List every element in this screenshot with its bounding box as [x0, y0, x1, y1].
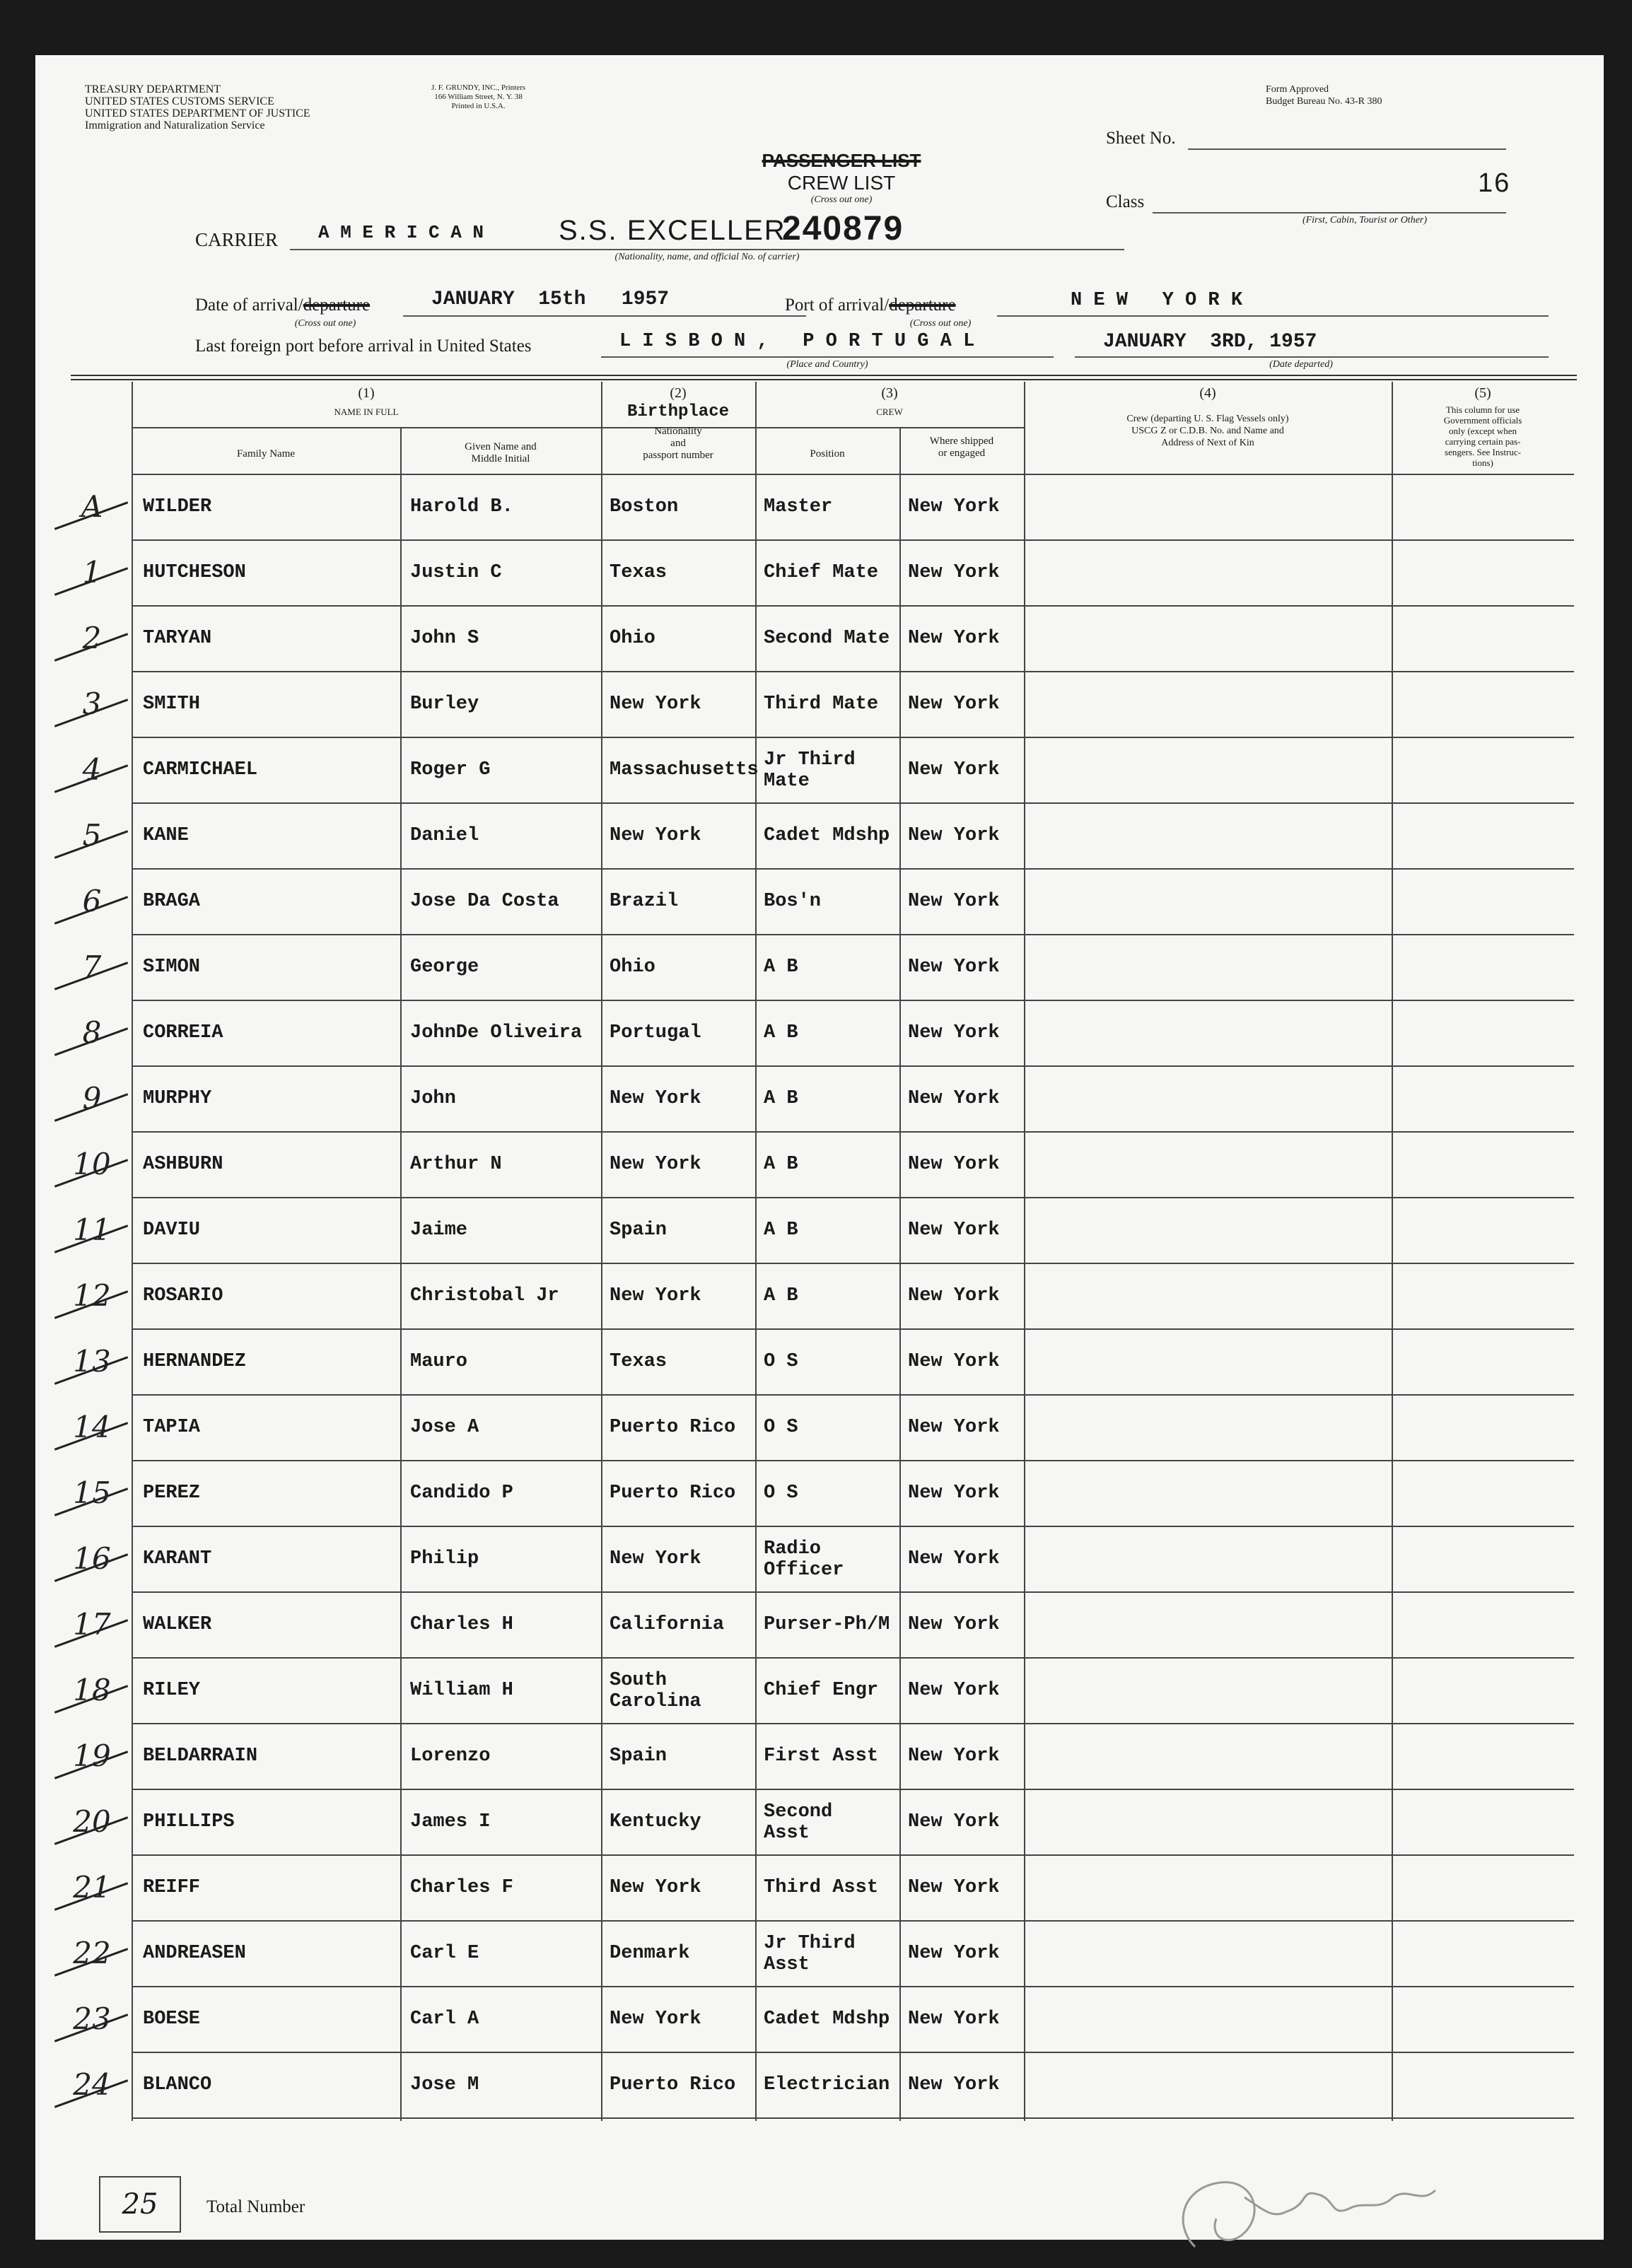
shipped-cell: New York — [908, 1088, 1000, 1109]
shipped-cell: New York — [908, 1022, 1000, 1044]
table-row — [82, 671, 1574, 737]
position-cell: Cadet Mdshp — [764, 825, 890, 846]
position-cell: A B — [764, 1022, 798, 1044]
table-row — [82, 539, 1574, 605]
shipped-cell: New York — [908, 1943, 1000, 1964]
position-cell: A B — [764, 1088, 798, 1109]
shipped-cell: New York — [908, 2074, 1000, 2095]
header-sub-rule — [132, 427, 1024, 428]
given-name-cell: John S — [410, 628, 479, 649]
col1-title: NAME IN FULL — [334, 407, 399, 417]
crew-table — [73, 382, 1574, 2121]
shipped-cell: New York — [908, 1483, 1000, 1504]
table-row — [73, 1263, 1574, 1328]
given-name-cell: Carl E — [410, 1943, 479, 1964]
table-row — [82, 737, 1574, 802]
family-name-cell: TAPIA — [143, 1417, 201, 1438]
given-name-cell: James I — [410, 1811, 491, 1832]
birthplace-cell: Massachusetts — [610, 759, 759, 781]
port-label: Port of arrival/ — [785, 296, 890, 315]
carrier-name: S.S. EXCELLER — [559, 215, 786, 246]
position-cell: Second Mate — [764, 628, 890, 649]
position-cell: Jr Third Asst — [764, 1933, 856, 1975]
family-name-cell: BOESE — [143, 2009, 201, 2030]
row-number: 14 — [73, 1410, 111, 1444]
family-name-cell: TARYAN — [143, 628, 212, 649]
signature-scribble — [1167, 2169, 1464, 2268]
row-number: 13 — [73, 1344, 111, 1379]
class-hint: (First, Cabin, Tourist or Other) — [1302, 215, 1428, 226]
sheet-line — [1188, 148, 1506, 150]
position-cell: O S — [764, 1351, 798, 1372]
row-number: 6 — [82, 884, 102, 918]
printer-imprint: J. F. GRUNDY, INC., Printers 166 William Street, N. Y. 38 Printed in U.S.A. — [431, 83, 526, 110]
birthplace-cell: Texas — [610, 562, 668, 583]
birthplace-cell: New York — [610, 694, 701, 715]
given-name-cell: Harold B. — [410, 496, 513, 518]
passenger-list-struck: PASSENGER LIST — [762, 150, 921, 171]
row-number: 12 — [73, 1278, 111, 1313]
birthplace-cell: Ohio — [610, 957, 655, 978]
shipped-cell: New York — [908, 496, 1000, 518]
col5-title: This column for use Government officials only (except when carrying certain pas- sengers. See Instruc- tions) — [1443, 404, 1522, 468]
row-number: 20 — [73, 1804, 111, 1839]
shipped-cell: New York — [908, 562, 1000, 583]
col4-title: Crew (departing U. S. Flag Vessels only) USCG Z or C.D.B. No. and Name and Address of Next of Kin — [1126, 414, 1289, 448]
crew-list-title: CREW LIST — [787, 172, 896, 194]
birthplace-cell: Ohio — [610, 628, 655, 649]
row-number: 22 — [73, 1936, 111, 1970]
position-cell: Radio Officer — [764, 1538, 844, 1581]
table-row — [73, 1328, 1574, 1394]
col2-title: Nationality and passport number — [643, 426, 713, 461]
arrival-date-line — [403, 315, 806, 317]
birthplace-cell: South Carolina — [610, 1670, 701, 1712]
agency-block: TREASURY DEPARTMENT UNITED STATES CUSTOMS SERVICE UNITED STATES DEPARTMENT OF JUSTICE Immigration and Naturalization Service — [85, 83, 310, 131]
family-name-cell: WALKER — [143, 1614, 212, 1635]
birthplace-cell: Spain — [610, 1220, 668, 1241]
given-name-cell: JohnDe Oliveira — [410, 1022, 583, 1044]
table-row — [73, 1854, 1574, 1920]
arrival-departure-struck: departure — [303, 296, 371, 315]
given-name-cell: Lorenzo — [410, 1746, 491, 1767]
shipped-cell: New York — [908, 1351, 1000, 1372]
shipped-cell: New York — [908, 1285, 1000, 1307]
col2-birthplace: Birthplace — [626, 402, 730, 421]
shipped-cell: New York — [908, 759, 1000, 781]
table-row — [81, 474, 1574, 539]
given-name-cell: Jose Da Costa — [410, 891, 559, 912]
birthplace-cell: Boston — [610, 496, 679, 518]
given-name-cell: Jose A — [410, 1417, 479, 1438]
col1b-given-name: Given Name and Middle Initial — [465, 441, 537, 464]
row-number: 16 — [73, 1541, 111, 1576]
family-name-cell: BRAGA — [143, 891, 201, 912]
table-row — [73, 1920, 1574, 1986]
col2-number: (2) — [670, 385, 687, 401]
port-line — [997, 315, 1549, 317]
shipped-cell: New York — [908, 694, 1000, 715]
shipped-cell: New York — [908, 957, 1000, 978]
last-port-label: Last foreign port before arrival in United States — [195, 337, 532, 356]
birthplace-cell: New York — [610, 825, 701, 846]
col1-number: (1) — [358, 385, 375, 401]
given-name-cell: Burley — [410, 694, 479, 715]
given-name-cell: John — [410, 1088, 456, 1109]
given-name-cell: Candido P — [410, 1483, 513, 1504]
crew-list-sheet — [35, 55, 1604, 2262]
given-name-cell: Carl A — [410, 2009, 479, 2030]
birthplace-cell: Denmark — [610, 1943, 690, 1964]
position-cell: A B — [764, 957, 798, 978]
top-rule-1 — [71, 375, 1577, 376]
col4-number: (4) — [1199, 385, 1216, 401]
family-name-cell: DAVIU — [143, 1220, 201, 1241]
port-departure-struck: departure — [889, 296, 956, 315]
row-number: 9 — [82, 1081, 102, 1116]
given-name-cell: Mauro — [410, 1351, 468, 1372]
table-row — [82, 802, 1574, 868]
col3a-position: Position — [810, 448, 845, 460]
shipped-cell: New York — [908, 1220, 1000, 1241]
position-cell: A B — [764, 1285, 798, 1307]
arrival-date-hint: (Cross out one) — [294, 318, 356, 329]
birthplace-cell: Puerto Rico — [610, 2074, 736, 2095]
carrier-label: CARRIER — [195, 229, 279, 250]
position-cell: Cadet Mdshp — [764, 2009, 890, 2030]
given-name-cell: Jose M — [410, 2074, 479, 2095]
position-cell: Bos'n — [764, 891, 822, 912]
birthplace-cell: New York — [610, 1154, 701, 1175]
row-number: 4 — [82, 752, 102, 787]
form-number: I-418 (1-1-57) — [198, 2252, 247, 2262]
row-number: 8 — [82, 1015, 102, 1050]
family-name-cell: SIMON — [143, 957, 201, 978]
shipped-cell: New York — [908, 1746, 1000, 1767]
position-cell: First Asst — [764, 1746, 879, 1767]
date-departed-hint: (Date departed) — [1269, 359, 1333, 370]
given-name-cell: George — [410, 957, 479, 978]
row-number: 10 — [73, 1147, 111, 1181]
col1a-family-name: Family Name — [236, 448, 296, 460]
date-departed-line — [1075, 356, 1549, 358]
birthplace-cell: New York — [610, 1285, 701, 1307]
family-name-cell: ANDREASEN — [143, 1943, 246, 1964]
row-number: 2 — [82, 621, 102, 655]
position-cell: Second Asst — [764, 1801, 833, 1844]
date-departed-value: JANUARY 3RD, 1957 — [1103, 331, 1317, 353]
total-number-label: Total Number — [206, 2197, 305, 2216]
family-name-cell: CARMICHAEL — [143, 759, 258, 781]
class-line — [1153, 212, 1506, 214]
row-number: 3 — [82, 686, 102, 721]
carrier-line — [290, 249, 1124, 250]
family-name-cell: REIFF — [143, 1877, 201, 1898]
family-name-cell: PHILLIPS — [143, 1811, 235, 1832]
birthplace-cell: Brazil — [610, 891, 679, 912]
table-row — [73, 1657, 1574, 1723]
col3-title: CREW — [876, 407, 903, 417]
carrier-nationality: A M E R I C A N — [318, 222, 484, 243]
birthplace-cell: New York — [610, 1548, 701, 1570]
row-number: 5 — [82, 818, 102, 853]
table-row — [73, 1526, 1574, 1591]
row-number: 11 — [73, 1212, 111, 1247]
birthplace-cell: Kentucky — [610, 1811, 701, 1832]
birthplace-cell: California — [610, 1614, 725, 1635]
family-name-cell: KANE — [143, 825, 189, 846]
table-row — [73, 1789, 1574, 1854]
given-name-cell: Arthur N — [410, 1154, 502, 1175]
family-name-cell: KARANT — [143, 1548, 212, 1570]
shipped-cell: New York — [908, 1614, 1000, 1635]
row-number: 24 — [73, 2067, 111, 2102]
col3-number: (3) — [881, 385, 898, 401]
family-name-cell: HUTCHESON — [143, 562, 246, 583]
given-name-cell: Daniel — [410, 825, 479, 846]
row-rule — [132, 2117, 1574, 2119]
position-cell: A B — [764, 1154, 798, 1175]
family-name-cell: BELDARRAIN — [143, 1746, 258, 1767]
family-name-cell: RILEY — [143, 1680, 201, 1701]
position-cell: O S — [764, 1483, 798, 1504]
table-row — [73, 1723, 1574, 1789]
shipped-cell: New York — [908, 1548, 1000, 1570]
shipped-cell: New York — [908, 1877, 1000, 1898]
position-cell: Master — [764, 496, 833, 518]
shipped-cell: New York — [908, 1154, 1000, 1175]
class-label: Class — [1106, 192, 1145, 211]
table-row — [73, 1591, 1574, 1657]
table-row — [73, 1394, 1574, 1460]
sheet-label: Sheet No. — [1106, 129, 1176, 148]
port-row — [785, 296, 956, 315]
family-name-cell: SMITH — [143, 694, 201, 715]
table-row — [82, 605, 1574, 671]
shipped-cell: New York — [908, 1417, 1000, 1438]
total-number-box: 25 — [99, 2176, 181, 2233]
row-number: 1 — [82, 555, 102, 590]
birthplace-cell: New York — [610, 2009, 701, 2030]
row-number: 15 — [73, 1475, 111, 1510]
shipped-cell: New York — [908, 628, 1000, 649]
shipped-cell: New York — [908, 1680, 1000, 1701]
family-name-cell: ASHBURN — [143, 1154, 223, 1175]
position-cell: O S — [764, 1417, 798, 1438]
row-number: 23 — [73, 2001, 111, 2036]
position-cell: Chief Engr — [764, 1680, 879, 1701]
family-name-cell: ROSARIO — [143, 1285, 223, 1307]
family-name-cell: PEREZ — [143, 1483, 201, 1504]
birthplace-cell: New York — [610, 1088, 701, 1109]
table-row — [82, 934, 1574, 1000]
carrier-number: 240879 — [782, 210, 904, 247]
given-name-cell: Charles H — [410, 1614, 513, 1635]
list-type-block — [735, 150, 948, 206]
col5-number: (5) — [1474, 385, 1491, 401]
position-cell: Chief Mate — [764, 562, 879, 583]
given-name-cell: Roger G — [410, 759, 491, 781]
position-cell: Purser-Ph/M — [764, 1614, 890, 1635]
birthplace-cell: New York — [610, 1877, 701, 1898]
shipped-cell: New York — [908, 2009, 1000, 2030]
top-rule-2 — [71, 379, 1577, 380]
shipped-cell: New York — [908, 1811, 1000, 1832]
table-row — [73, 1197, 1574, 1263]
arrival-date-row — [195, 296, 370, 315]
last-port-value: L I S B O N , P O R T U G A L — [619, 331, 975, 352]
given-name-cell: Jaime — [410, 1220, 468, 1241]
row-number: 18 — [73, 1673, 111, 1707]
last-port-line — [601, 356, 1054, 358]
table-row — [73, 2052, 1574, 2117]
birthplace-cell: Texas — [610, 1351, 668, 1372]
position-cell: Electrician — [764, 2074, 890, 2095]
row-number: 19 — [73, 1738, 111, 1773]
given-name-cell: William H — [410, 1680, 513, 1701]
position-cell: Third Asst — [764, 1877, 879, 1898]
shipped-cell: New York — [908, 825, 1000, 846]
family-name-cell: CORREIA — [143, 1022, 223, 1044]
family-name-cell: MURPHY — [143, 1088, 212, 1109]
table-row — [82, 1000, 1574, 1065]
form-approved: Form Approved Budget Bureau No. 43-R 380 — [1266, 84, 1382, 107]
position-cell: Third Mate — [764, 694, 879, 715]
family-name-cell: WILDER — [143, 496, 212, 518]
row-number: 17 — [73, 1607, 111, 1642]
port-hint: (Cross out one) — [909, 318, 972, 329]
row-number: A — [81, 489, 103, 524]
arrival-date-label: Date of arrival/ — [195, 296, 303, 315]
birthplace-cell: Portugal — [610, 1022, 701, 1044]
last-port-hint: (Place and Country) — [786, 359, 868, 370]
table-row — [82, 868, 1574, 934]
class-value: 16 — [1478, 168, 1511, 198]
position-cell: Jr Third Mate — [764, 749, 856, 792]
table-row — [82, 1065, 1574, 1131]
carrier-hint: (Nationality, name, and official No. of carrier) — [614, 252, 800, 262]
given-name-cell: Charles F — [410, 1877, 513, 1898]
given-name-cell: Justin C — [410, 562, 502, 583]
birthplace-cell: Puerto Rico — [610, 1417, 736, 1438]
table-row — [73, 1131, 1574, 1197]
position-cell: A B — [764, 1220, 798, 1241]
given-name-cell: Philip — [410, 1548, 479, 1570]
table-row — [73, 1986, 1574, 2052]
arrival-date-value: JANUARY 15th 1957 — [431, 288, 670, 310]
family-name-cell: HERNANDEZ — [143, 1351, 246, 1372]
birthplace-cell: Puerto Rico — [610, 1483, 736, 1504]
list-hint: (Cross out one) — [810, 194, 873, 205]
given-name-cell: Christobal Jr — [410, 1285, 559, 1307]
table-row — [73, 1460, 1574, 1526]
row-number: 21 — [73, 1870, 111, 1905]
family-name-cell: BLANCO — [143, 2074, 212, 2095]
port-value: N E W Y O R K — [1071, 290, 1243, 311]
birthplace-cell: Spain — [610, 1746, 668, 1767]
col3b-shipped: Where shipped or engaged — [929, 436, 994, 459]
shipped-cell: New York — [908, 891, 1000, 912]
row-number: 7 — [82, 949, 102, 984]
